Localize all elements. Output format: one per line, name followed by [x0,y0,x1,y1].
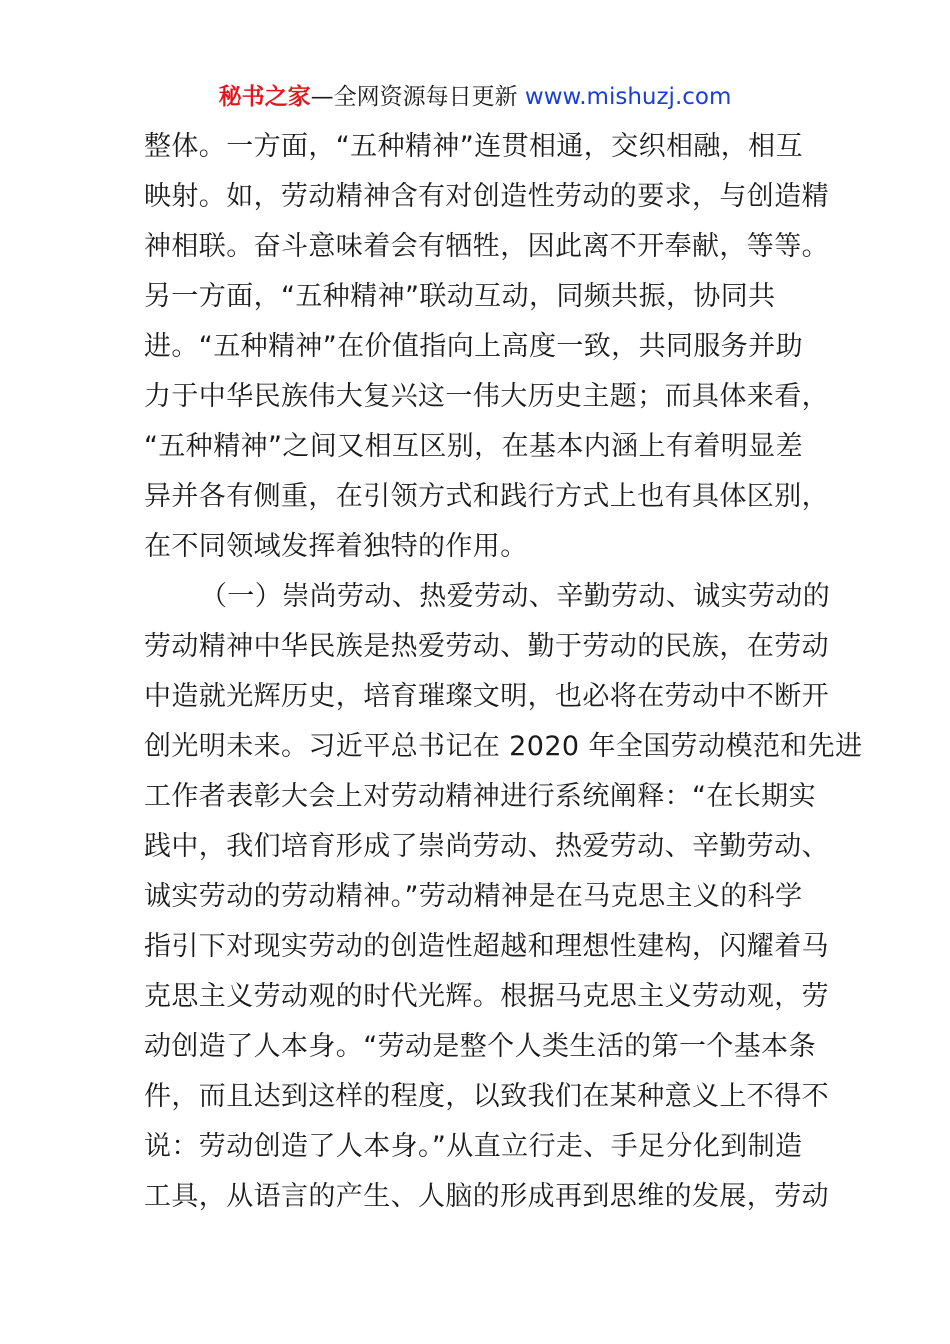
text-line: 工具，从语言的产生、人脑的形成再到思维的发展，劳动 [144,1181,829,1212]
text-line: 劳动精神中华民族是热爱劳动、勤于劳动的民族，在劳动 [144,631,829,662]
text-line: 指引下对现实劳动的创造性超越和理想性建构，闪耀着马 [144,931,829,962]
text-line: 进。“五种精神”在价值指向上高度一致，共同服务并助 [144,331,803,362]
text-line: 动创造了人本身。“劳动是整个人类生活的第一个基本条 [144,1031,816,1062]
text-line: 说：劳动创造了人本身。”从直立行走、手足分化到制造 [144,1131,803,1162]
text-line: 中造就光辉历史，培育璀璨文明，也必将在劳动中不断开 [144,681,829,712]
text-line: 映射。如，劳动精神含有对创造性劳动的要求，与创造精 [144,181,829,212]
text-line: 工作者表彰大会上对劳动精神进行系统阐释：“在长期实 [144,781,816,812]
text-line: 诚实劳动的劳动精神。”劳动精神是在马克思主义的科学 [144,881,803,912]
site-header [0,82,950,112]
section-heading-line: （一）崇尚劳动、热爱劳动、辛勤劳动、诚实劳动的 [200,581,831,612]
text-line: 异并各有侧重，在引领方式和践行方式上也有具体区别， [144,481,829,512]
text-line: 神相联。奋斗意味着会有牺牲，因此离不开奉献，等等。 [144,231,829,262]
text-line: 践中，我们培育形成了崇尚劳动、热爱劳动、辛勤劳动、 [144,831,829,862]
site-url-link[interactable]: www.mishuzj.com [524,84,732,110]
site-tagline: —全网资源每日更新 [310,84,525,110]
text-line: 另一方面，“五种精神”联动互动，同频共振，协同共 [144,281,776,312]
text-line: 创光明未来。习近平总书记在 2020 年全国劳动模范和先进 [144,731,863,762]
document-body [144,122,863,1222]
text-line: 力于中华民族伟大复兴这一伟大历史主题；而具体来看， [144,381,829,412]
text-line: 在不同领域发挥着独特的作用。 [144,531,528,562]
text-line: 整体。一方面，“五种精神”连贯相通，交织相融，相互 [144,131,803,162]
text-line: 件，而且达到这样的程度，以致我们在某种意义上不得不 [144,1081,829,1112]
site-brand: 秘书之家 [218,84,311,110]
text-line: 克思主义劳动观的时代光辉。根据马克思主义劳动观，劳 [144,981,829,1012]
text-line: “五种精神”之间又相互区别，在基本内涵上有着明显差 [144,431,803,462]
